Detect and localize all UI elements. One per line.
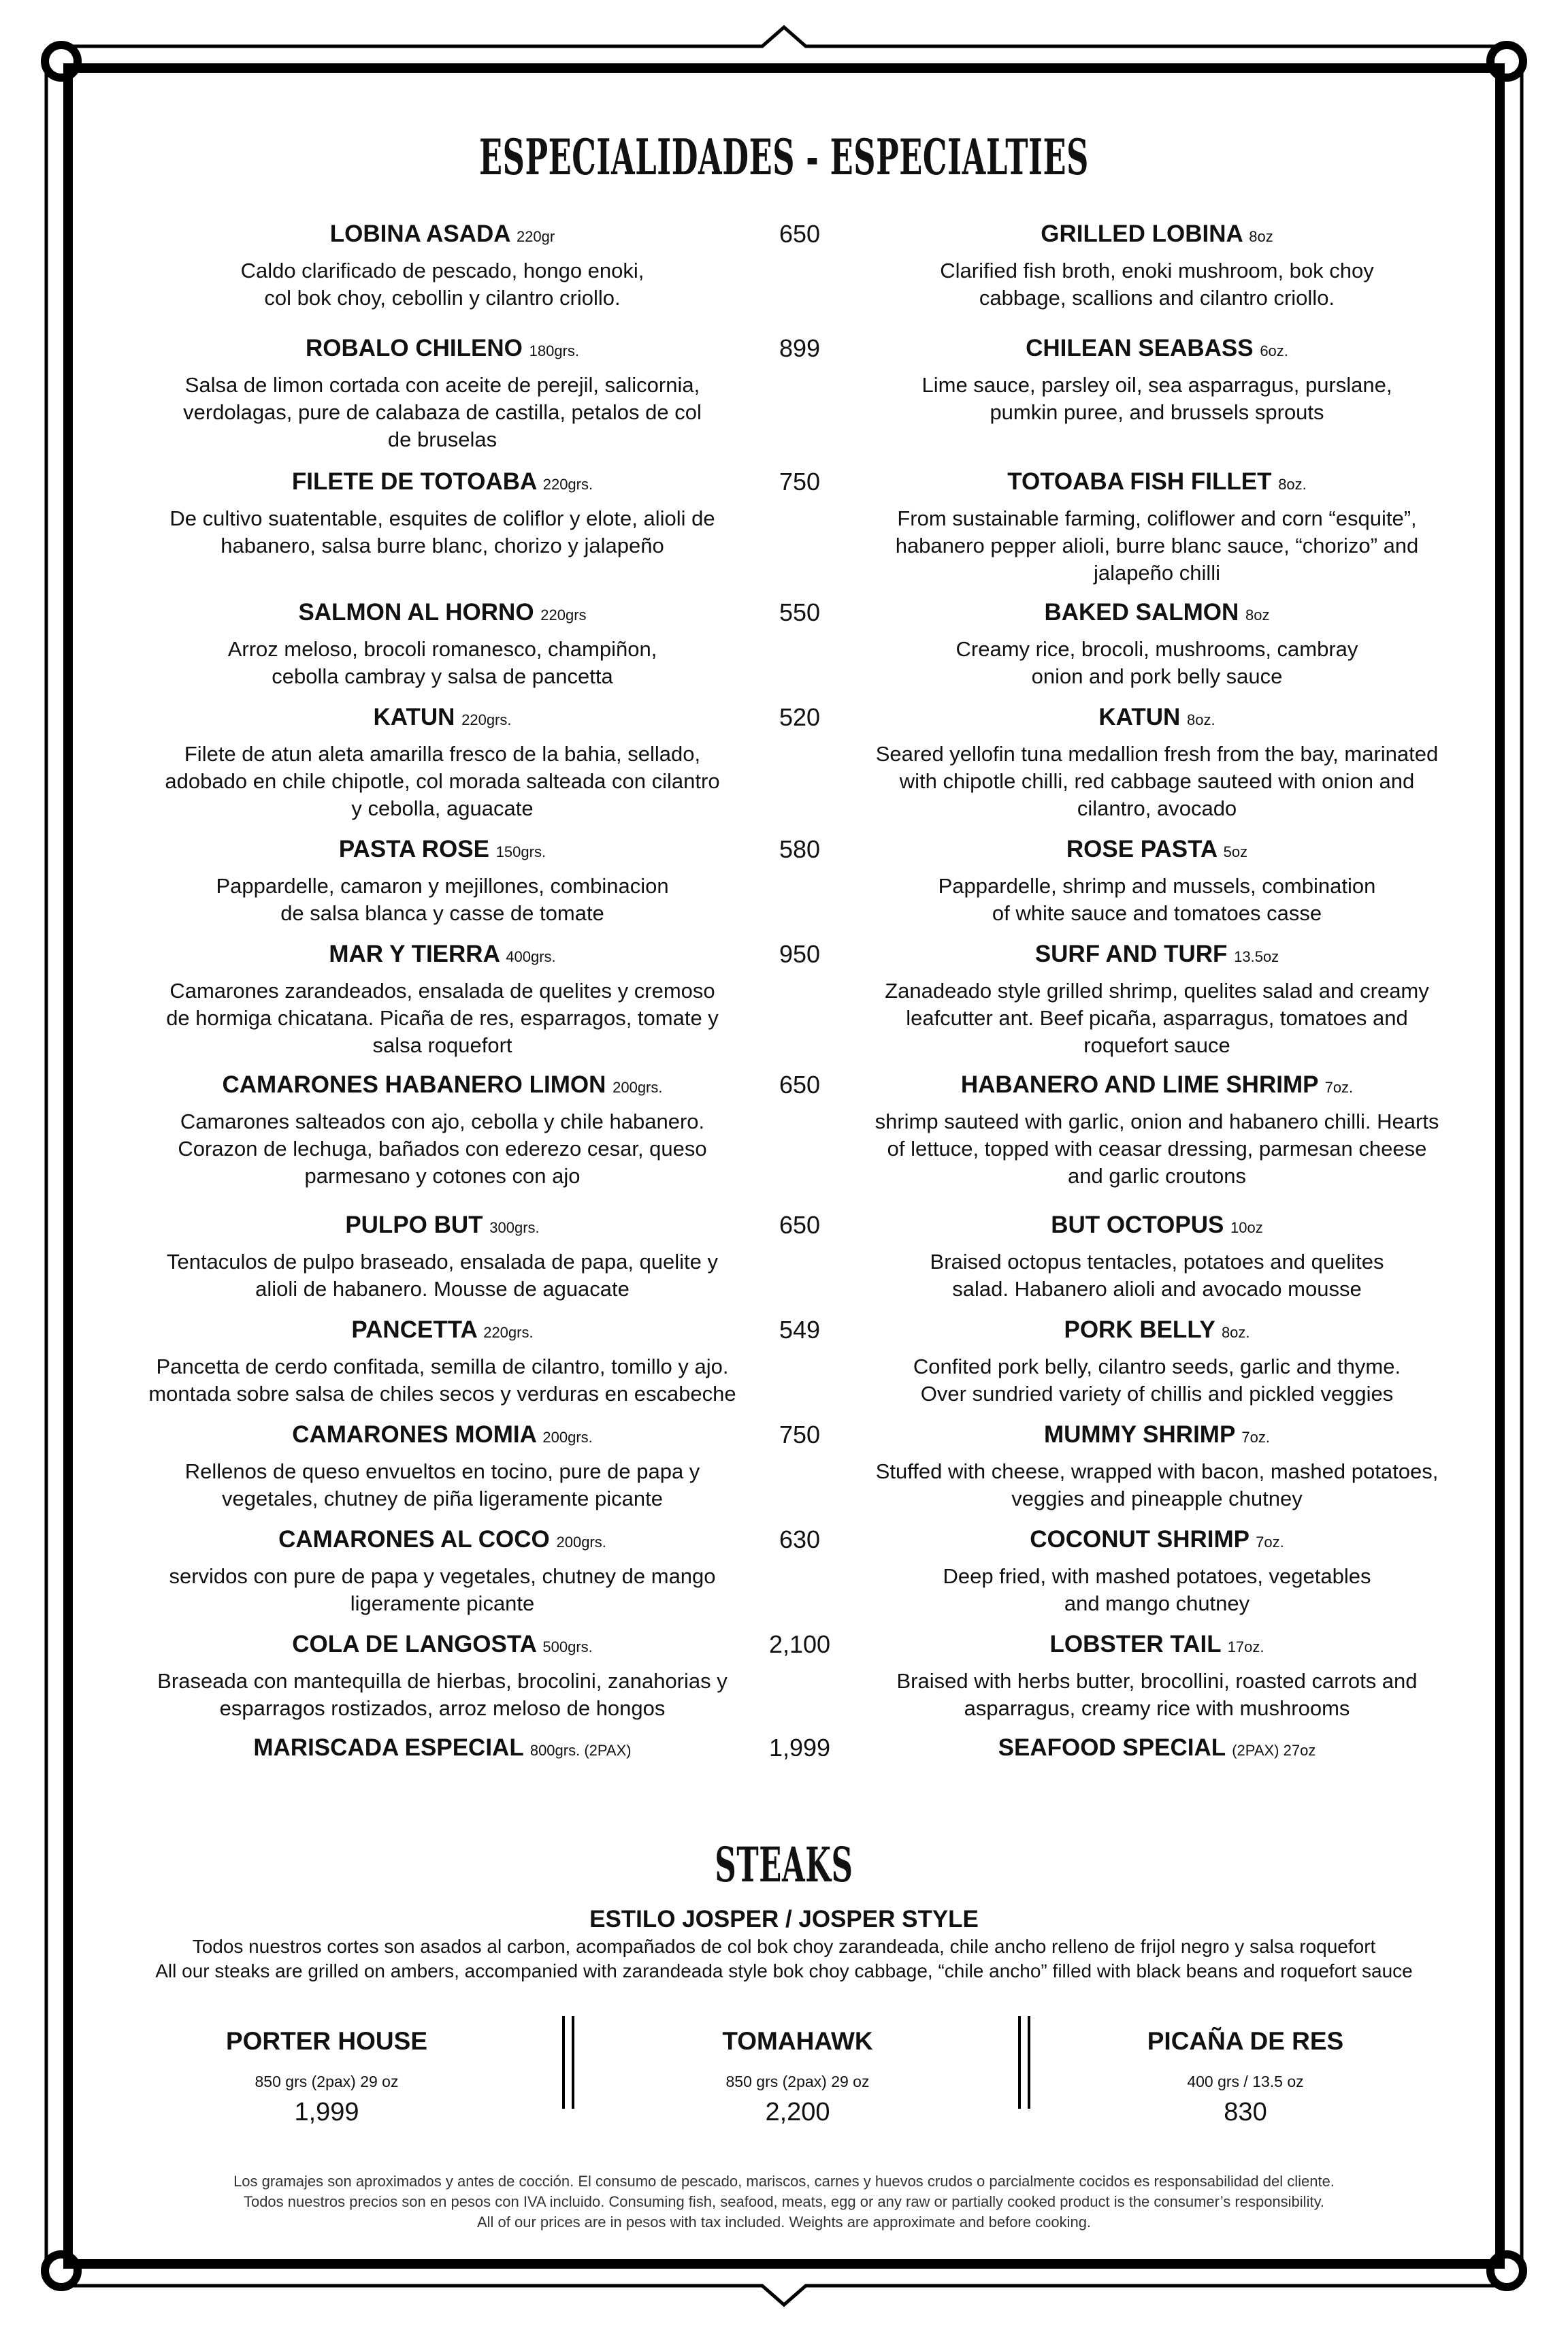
description-line: Clarified fish broth, enoki mushroom, bok choy — [940, 259, 1374, 282]
description-line: verdolagas, pure de calabaza de castilla, petalos de col — [183, 400, 702, 424]
dish-title-en: CHILEAN SEABASS — [1026, 335, 1254, 361]
dish-description-es — [136, 1668, 749, 1722]
description-line: habanero, salsa burre blanc, chorizo y jalapeño — [220, 534, 664, 557]
description-line: adobado en chile chipotle, col morada salteada con cilantro — [165, 769, 720, 793]
dish-title-en: BAKED SALMON — [1044, 599, 1239, 626]
dish-title-es: CAMARONES MOMIA — [292, 1421, 536, 1448]
dish-description-es — [136, 1248, 749, 1303]
description-line: cebolla cambray y salsa de pancetta — [272, 664, 613, 688]
dish-title-en: TOTOABA FISH FILLET — [1007, 468, 1272, 495]
description-line: Pancetta de cerdo confitada, semilla de cilantro, tomillo y ajo. — [156, 1355, 729, 1378]
dish-title-es: MARISCADA ESPECIAL — [253, 1734, 524, 1761]
description-line: Pappardelle, camaron y mejillones, combinacion — [216, 874, 669, 898]
dish-name-es — [136, 1525, 749, 1557]
dish-description-es — [136, 977, 749, 1059]
description-line: col bok choy, cebollin y cilantro criollo. — [264, 286, 621, 310]
steak-weight: 400 grs / 13.5 oz — [1187, 2073, 1304, 2090]
dish-price: 549 — [779, 1316, 821, 1344]
dish-name-es — [136, 1733, 749, 1766]
dish-name-en — [851, 1070, 1463, 1103]
dish-name-es — [136, 1420, 749, 1453]
dish-weight-es: 500grs. — [542, 1638, 593, 1655]
dish-title-es: CAMARONES HABANERO LIMON — [222, 1071, 606, 1098]
description-line: y cebolla, aguacate — [351, 796, 534, 820]
dish-price: 750 — [779, 468, 821, 496]
dish-price: 650 — [779, 220, 821, 248]
steak-weight: 850 grs (2pax) 29 oz — [255, 2073, 399, 2090]
description-line: jalapeño chilli — [1093, 561, 1221, 585]
dish-weight-en: 8oz. — [1278, 476, 1307, 493]
dish-description-en — [851, 1563, 1463, 1617]
dish-name-en — [851, 1630, 1463, 1662]
description-line: Braised with herbs butter, brocollini, roasted carrots and — [896, 1669, 1418, 1693]
dish-name-en — [851, 939, 1463, 972]
description-line: Creamy rice, brocoli, mushrooms, cambray — [956, 637, 1358, 661]
steak-price: 2,200 — [765, 2098, 830, 2126]
dish-description-es — [136, 1108, 749, 1190]
dish-name-en — [851, 598, 1463, 630]
dish-name-en — [851, 702, 1463, 735]
dish-title-en: ROSE PASTA — [1066, 836, 1217, 862]
footer-disclaimer — [136, 2171, 1432, 2233]
dish-description-es — [136, 873, 749, 927]
dish-weight-es: 150grs. — [495, 843, 546, 860]
description-line: Caldo clarificado de pescado, hongo enoki, — [240, 259, 644, 282]
dish-description-en — [851, 977, 1463, 1059]
description-line: of white sauce and tomatoes casse — [992, 901, 1322, 925]
description-line: shrimp sauteed with garlic, onion and habanero chilli. Hearts — [875, 1110, 1439, 1133]
dish-name-es — [136, 598, 749, 630]
description-line: Zanadeado style grilled shrimp, quelites salad and creamy — [885, 979, 1429, 1003]
dish-description-en — [851, 257, 1463, 312]
dish-title-es: CAMARONES AL COCO — [278, 1526, 550, 1553]
dish-title-es: MAR Y TIERRA — [329, 941, 500, 967]
dish-weight-es: 300grs. — [489, 1219, 540, 1236]
dish-weight-es: 200grs. — [556, 1534, 606, 1551]
dish-name-en — [851, 835, 1463, 867]
dish-weight-en: 7oz. — [1241, 1429, 1270, 1446]
description-line: Braseada con mantequilla de hierbas, brocolini, zanahorias y — [157, 1669, 728, 1693]
specialties-title: ESPECIALIDADES - ESPECIALTIES — [478, 128, 1090, 186]
dish-price: 650 — [779, 1211, 821, 1239]
description-line: asparragus, creamy rice with mushrooms — [964, 1696, 1350, 1720]
dish-price: 650 — [779, 1071, 821, 1099]
description-line: and garlic croutons — [1068, 1164, 1246, 1188]
description-line: Deep fried, with mashed potatoes, vegetables — [943, 1564, 1371, 1588]
dish-description-es — [136, 1458, 749, 1512]
dish-description-en — [851, 1458, 1463, 1512]
josper-style-subtitle: ESTILO JOSPER / JOSPER STYLE — [589, 1906, 979, 1932]
description-line: habanero pepper alioli, burre blanc sauce, “chorizo” and — [895, 534, 1419, 557]
dish-weight-en: (2PAX) 27oz — [1232, 1742, 1316, 1759]
dish-weight-en: 6oz. — [1260, 342, 1288, 359]
dish-name-en — [851, 1525, 1463, 1557]
steaks-description-es: Todos nuestros cortes son asados al carbon, acompañados de col bok choy zarandeada, chile ancho relleno de frijol negro y salsa roquefort — [192, 1936, 1376, 1957]
dish-title-en: KATUN — [1098, 704, 1181, 730]
description-line: salsa roquefort — [372, 1033, 512, 1057]
description-line: roquefort sauce — [1083, 1033, 1230, 1057]
steaks-description-en: All our steaks are grilled on ambers, accompanied with zarandeada style bok choy cabbage, “chile ancho” filled with black beans and roquefort sauce — [155, 1960, 1413, 1981]
description-line: with chipotle chilli, red cabbage sauteed with onion and — [899, 769, 1415, 793]
dish-name-es — [136, 334, 749, 366]
description-line: veggies and pineapple chutney — [1011, 1487, 1303, 1510]
description-line: esparragos rostizados, arroz meloso de hongos — [219, 1696, 666, 1720]
dish-title-es: LOBINA ASADA — [329, 221, 510, 247]
description-line: Pappardelle, shrimp and mussels, combination — [938, 874, 1376, 898]
dish-price: 630 — [779, 1525, 821, 1553]
dish-description-es — [136, 1353, 749, 1408]
dish-description-en — [851, 1668, 1463, 1722]
dish-description-en — [851, 372, 1463, 426]
dish-name-en — [851, 1733, 1463, 1766]
dish-description-en — [851, 1108, 1463, 1190]
dish-title-en: GRILLED LOBINA — [1041, 221, 1243, 247]
dish-title-es: ROBALO CHILENO — [305, 335, 523, 361]
dish-name-es — [136, 939, 749, 972]
dish-price: 550 — [779, 598, 821, 626]
steak-name: PICAÑA DE RES — [1147, 2027, 1344, 2055]
dish-weight-en: 8oz — [1249, 228, 1273, 245]
dish-description-es — [136, 636, 749, 690]
dish-weight-en: 5oz — [1223, 843, 1248, 860]
footer-line: All of our prices are in pesos with tax included. Weights are approximate and before cooking. — [476, 2214, 1092, 2231]
description-line: Seared yellofin tuna medallion fresh from the bay, marinated — [875, 742, 1439, 766]
dish-weight-en: 7oz. — [1256, 1534, 1284, 1551]
dish-description-en — [851, 1353, 1463, 1408]
dish-weight-es: 220grs. — [461, 711, 512, 728]
dish-name-en — [851, 1210, 1463, 1243]
dish-weight-en: 17oz. — [1227, 1638, 1264, 1655]
description-line: Rellenos de queso envueltos en tocino, pure de papa y — [184, 1459, 700, 1483]
dish-description-en — [851, 1248, 1463, 1303]
description-line: Braised octopus tentacles, potatoes and quelites — [930, 1250, 1384, 1274]
dish-name-es — [136, 702, 749, 735]
description-line: Corazon de lechuga, bañados con ederezo cesar, queso — [178, 1137, 707, 1161]
dish-title-en: COCONUT SHRIMP — [1030, 1526, 1250, 1553]
description-line: Camarones zarandeados, ensalada de quelites y cremoso — [169, 979, 715, 1003]
description-line: de bruselas — [387, 427, 497, 451]
footer-line: Todos nuestros precios son en pesos con IVA incluido. Consuming fish, seafood, meats, egg or any raw or partially cooked product is the consumer’s responsibility. — [243, 2193, 1325, 2210]
dish-weight-en: 7oz. — [1324, 1079, 1354, 1096]
dish-weight-es: 800grs. (2PAX) — [529, 1742, 632, 1759]
description-line: pumkin puree, and brussels sprouts — [990, 400, 1324, 424]
dish-title-es: COLA DE LANGOSTA — [292, 1631, 536, 1657]
steak-name: TOMAHAWK — [722, 2027, 873, 2055]
dish-weight-es: 220grs — [540, 606, 587, 624]
dish-description-en — [851, 636, 1463, 690]
dish-description-es — [136, 741, 749, 822]
description-line: ligeramente picante — [350, 1591, 535, 1615]
dish-name-es — [136, 1210, 749, 1243]
dish-description-es — [136, 505, 749, 560]
description-line: salad. Habanero alioli and avocado mousse — [952, 1277, 1362, 1301]
steak-price: 830 — [1224, 2098, 1267, 2126]
description-line: Arroz meloso, brocoli romanesco, champiñon, — [227, 637, 657, 661]
dish-weight-es: 180grs. — [529, 342, 579, 359]
steak-name: PORTER HOUSE — [225, 2027, 428, 2055]
dish-title-en: LOBSTER TAIL — [1049, 1631, 1221, 1657]
dish-description-en — [851, 505, 1463, 587]
dish-name-en — [851, 219, 1463, 252]
description-line: De cultivo suatentable, esquites de coliflor y elote, alioli de — [169, 506, 715, 530]
description-line: of lettuce, topped with ceasar dressing, parmesan cheese — [887, 1137, 1427, 1161]
description-line: vegetales, chutney de piña ligeramente picante — [222, 1487, 663, 1510]
dish-description-es — [136, 372, 749, 453]
description-line: parmesano y cotones con ajo — [304, 1164, 581, 1188]
description-line: de salsa blanca y casse de tomate — [280, 901, 604, 925]
dish-price: 950 — [779, 940, 821, 968]
description-line: Camarones salteados con ajo, cebolla y chile habanero. — [180, 1110, 705, 1133]
dish-price: 899 — [779, 334, 821, 362]
description-line: de hormiga chicatana. Picaña de res, esparragos, tomate y — [166, 1006, 719, 1030]
steak-weight: 850 grs (2pax) 29 oz — [725, 2073, 870, 2090]
dish-name-es — [136, 467, 749, 500]
dish-title-es: PANCETTA — [351, 1316, 477, 1343]
dish-title-es: SALMON AL HORNO — [298, 599, 534, 626]
dish-title-es: PULPO BUT — [345, 1212, 483, 1238]
dish-title-en: SEAFOOD SPECIAL — [998, 1734, 1226, 1761]
dish-description-es — [136, 257, 749, 312]
dish-price: 1,999 — [768, 1734, 831, 1762]
dish-weight-es: 220grs. — [483, 1324, 534, 1341]
dish-weight-es: 200grs. — [612, 1079, 663, 1096]
dish-weight-es: 200grs. — [542, 1429, 593, 1446]
description-line: Filete de atun aleta amarilla fresco de la bahia, sellado, — [184, 742, 701, 766]
dish-title-en: MUMMY SHRIMP — [1044, 1421, 1235, 1448]
dish-description-en — [851, 741, 1463, 822]
dish-name-en — [851, 467, 1463, 500]
dish-name-en — [851, 1420, 1463, 1453]
dish-weight-en: 13.5oz — [1234, 948, 1279, 965]
dish-weight-en: 10oz — [1230, 1219, 1263, 1236]
description-line: servidos con pure de papa y vegetales, chutney de mango — [169, 1564, 716, 1588]
dish-title-es: KATUN — [373, 704, 455, 730]
dish-name-es — [136, 1315, 749, 1348]
dish-title-en: SURF AND TURF — [1034, 941, 1228, 967]
dish-name-es — [136, 219, 749, 252]
description-line: cabbage, scallions and cilantro criollo. — [979, 286, 1335, 310]
dish-title-en: BUT OCTOPUS — [1051, 1212, 1224, 1238]
dish-price: 580 — [779, 835, 821, 863]
description-line: Salsa de limon cortada con aceite de perejil, salicornia, — [184, 373, 700, 397]
dish-description-es — [136, 1563, 749, 1617]
dish-name-es — [136, 1070, 749, 1103]
description-line: From sustainable farming, coliflower and corn “esquite”, — [897, 506, 1417, 530]
dish-weight-en: 8oz — [1245, 606, 1270, 624]
dish-price: 520 — [779, 703, 821, 731]
dish-name-en — [851, 334, 1463, 366]
description-line: alioli de habanero. Mousse de aguacate — [255, 1277, 630, 1301]
dish-price: 750 — [779, 1421, 821, 1448]
description-line: and mango chutney — [1064, 1591, 1250, 1615]
footer-line: Los gramajes son aproximados y antes de cocción. El consumo de pescado, mariscos, carnes y huevos crudos o parcialmente cocidos es responsabilidad del cliente. — [233, 2173, 1335, 2190]
description-line: montada sobre salsa de chiles secos y verduras en escabeche — [148, 1382, 736, 1406]
dish-title-en: HABANERO AND LIME SHRIMP — [960, 1071, 1318, 1098]
dish-weight-en: 8oz. — [1187, 711, 1215, 728]
dish-weight-es: 220grs. — [542, 476, 593, 493]
dish-weight-es: 220gr — [516, 228, 555, 245]
steaks-title: STEAKS — [715, 1836, 853, 1893]
dish-weight-es: 400grs. — [506, 948, 556, 965]
description-line: Tentaculos de pulpo braseado, ensalada de papa, quelite y — [166, 1250, 719, 1274]
description-line: Over sundried variety of chillis and pickled veggies — [920, 1382, 1394, 1406]
dish-price: 2,100 — [768, 1630, 831, 1658]
description-line: Confited pork belly, cilantro seeds, garlic and thyme. — [913, 1355, 1401, 1378]
dish-weight-en: 8oz. — [1221, 1324, 1250, 1341]
description-line: cilantro, avocado — [1077, 796, 1237, 820]
steak-price: 1,999 — [294, 2098, 359, 2126]
dish-title-es: PASTA ROSE — [338, 836, 489, 862]
dish-name-es — [136, 835, 749, 867]
dish-description-en — [851, 873, 1463, 927]
dish-title-es: FILETE DE TOTOABA — [291, 468, 536, 495]
dish-title-en: PORK BELLY — [1064, 1316, 1215, 1343]
description-line: Stuffed with cheese, wrapped with bacon, mashed potatoes, — [875, 1459, 1439, 1483]
description-line: Lime sauce, parsley oil, sea asparragus, purslane, — [921, 373, 1392, 397]
description-line: onion and pork belly sauce — [1031, 664, 1283, 688]
dish-name-en — [851, 1315, 1463, 1348]
description-line: leafcutter ant. Beef picaña, asparragus, tomatoes and — [906, 1006, 1408, 1030]
dish-name-es — [136, 1630, 749, 1662]
